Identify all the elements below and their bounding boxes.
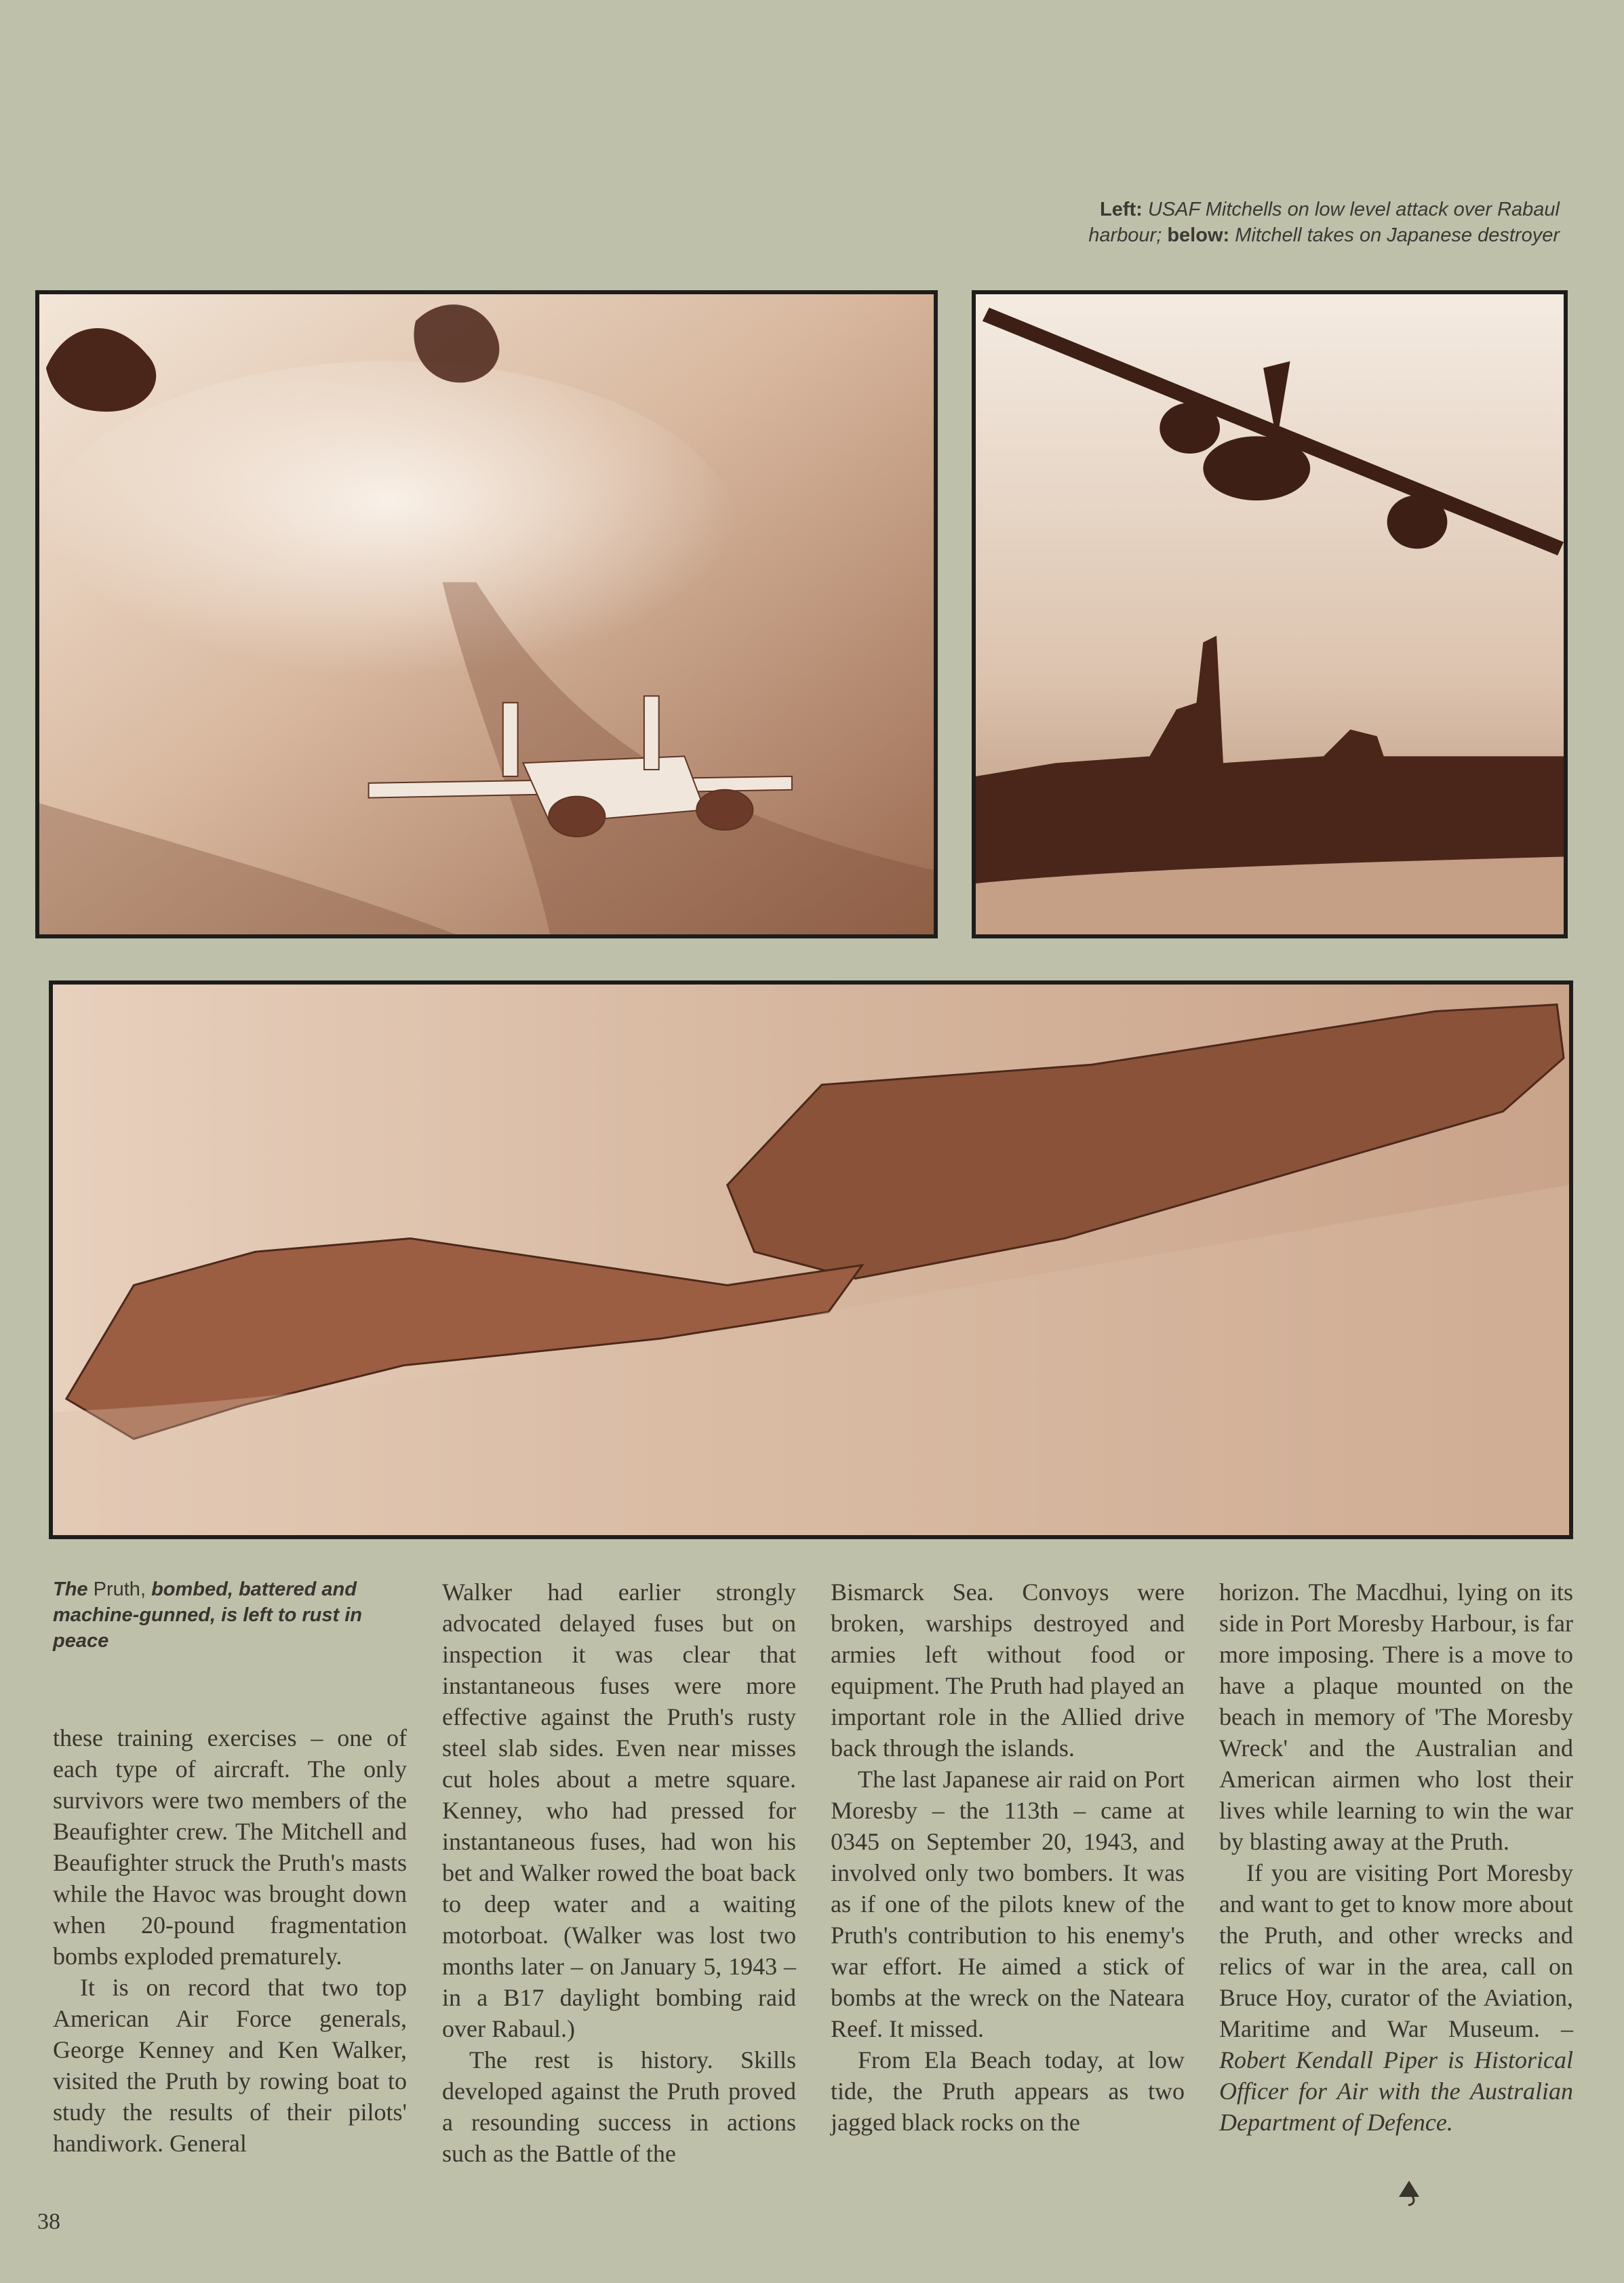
column2-paragraph-2: The rest is history. Skills developed against the Pruth proved a resounding success in actions such as the Battle of the (442, 2046, 796, 2167)
destroyer-attack-photo-image (976, 294, 1564, 934)
pruth-wreck-photo (49, 980, 1573, 1539)
caption-rest: bombed, battered and machine-gunned, is left to rust in peace (53, 1579, 362, 1652)
column4-paragraph-1: horizon. The Macdhui, lying on its side in Port Moresby Harbour, is far more imposing. There is a move to have a plaque mounted on the beach in memory of 'The Moresby Wreck' and the Australian and American airmen who lost their lives while learning to win the war by blasting away at the Pruth. (1219, 1579, 1573, 1855)
top-photo-caption (1085, 197, 1560, 248)
article-column-4 (1219, 1576, 1573, 2138)
caption-prefix: The (53, 1579, 88, 1600)
article-column-3 (831, 1576, 1185, 2138)
article-column-1 (53, 1722, 407, 2159)
column1-paragraph-1: these training exercises – one of each type of aircraft. The only survivors were two members of the Beaufighter crew. The Mitchell and Beaufighter struck the Pruth's masts while the Havoc was brought down when 20-pound fragmentation bombs exploded prematurely. (53, 1724, 407, 1970)
column3-paragraph-2: The last Japanese air raid on Port Moresby – the 113th – came at 0345 on September 20, 1943, and involved only two bombers. It was as if one of the pilots knew of the Pruth's contribution to his enemy's war effort. He aimed a stick of bombs at the wreck on the Nateara Reef. It missed. (831, 1766, 1185, 2042)
column3-paragraph-1: Bismarck Sea. Convoys were broken, warships destroyed and armies left without food or equipment. The Pruth had played an important role in the Allied drive back through the islands. (831, 1579, 1185, 1762)
caption-ship-name: Pruth, (93, 1579, 146, 1600)
mitchells-photo-image (39, 294, 934, 934)
destroyer-attack-photo (972, 290, 1568, 938)
caption-below-label: below: (1167, 224, 1230, 246)
column3-paragraph-3: From Ela Beach today, at low tide, the Pruth appears as two jagged black rocks on the (831, 2046, 1185, 2136)
column2-paragraph-1: Walker had earlier strongly advocated delayed fuses but on inspection it was clear that instantaneous fuses were more effective against the Pruth's rusty steel slab sides. Even near misses cut holes about a metre square. Kenney, who had pressed for instantaneous fuses, had won his bet and Walker rowed the boat back to deep water and a waiting motorboat. (Walker was lost two months later – on January 5, 1943 – in a B17 daylight bombing raid over Rabaul.) (442, 1579, 796, 2042)
caption-left-text: USAF Mitchells on low level attack over Rabaul harbour; (1088, 199, 1560, 246)
end-mark-icon (1393, 2177, 1425, 2208)
column1-paragraph-2: It is on record that two top American Air Force generals, George Kenney and Ken Walker, visited the Pruth by rowing boat to study the results of their pilots' handiwork. General (53, 1974, 407, 2157)
author-byline: – Robert Kendall Piper is Historical Officer for Air with the Australian Department of Defence. (1219, 2015, 1574, 2136)
article-column-2 (442, 1576, 796, 2169)
page-number: 38 (37, 2209, 60, 2234)
wreck-photo-caption (53, 1576, 405, 1654)
mitchells-photo (35, 290, 938, 938)
pruth-wreck-photo-image (53, 985, 1569, 1535)
caption-below-text: Mitchell takes on Japanese destroyer (1235, 224, 1560, 246)
column4-paragraph-2 (1219, 1857, 1573, 2138)
caption-left-label: Left: (1099, 199, 1143, 220)
column4-paragraph-2-text: If you are visiting Port Moresby and want to get to know more about the Pruth, and other wrecks and relics of war in the area, call on Bruce Hoy, curator of the Aviation, Maritime and War Museum. (1219, 1859, 1573, 2042)
